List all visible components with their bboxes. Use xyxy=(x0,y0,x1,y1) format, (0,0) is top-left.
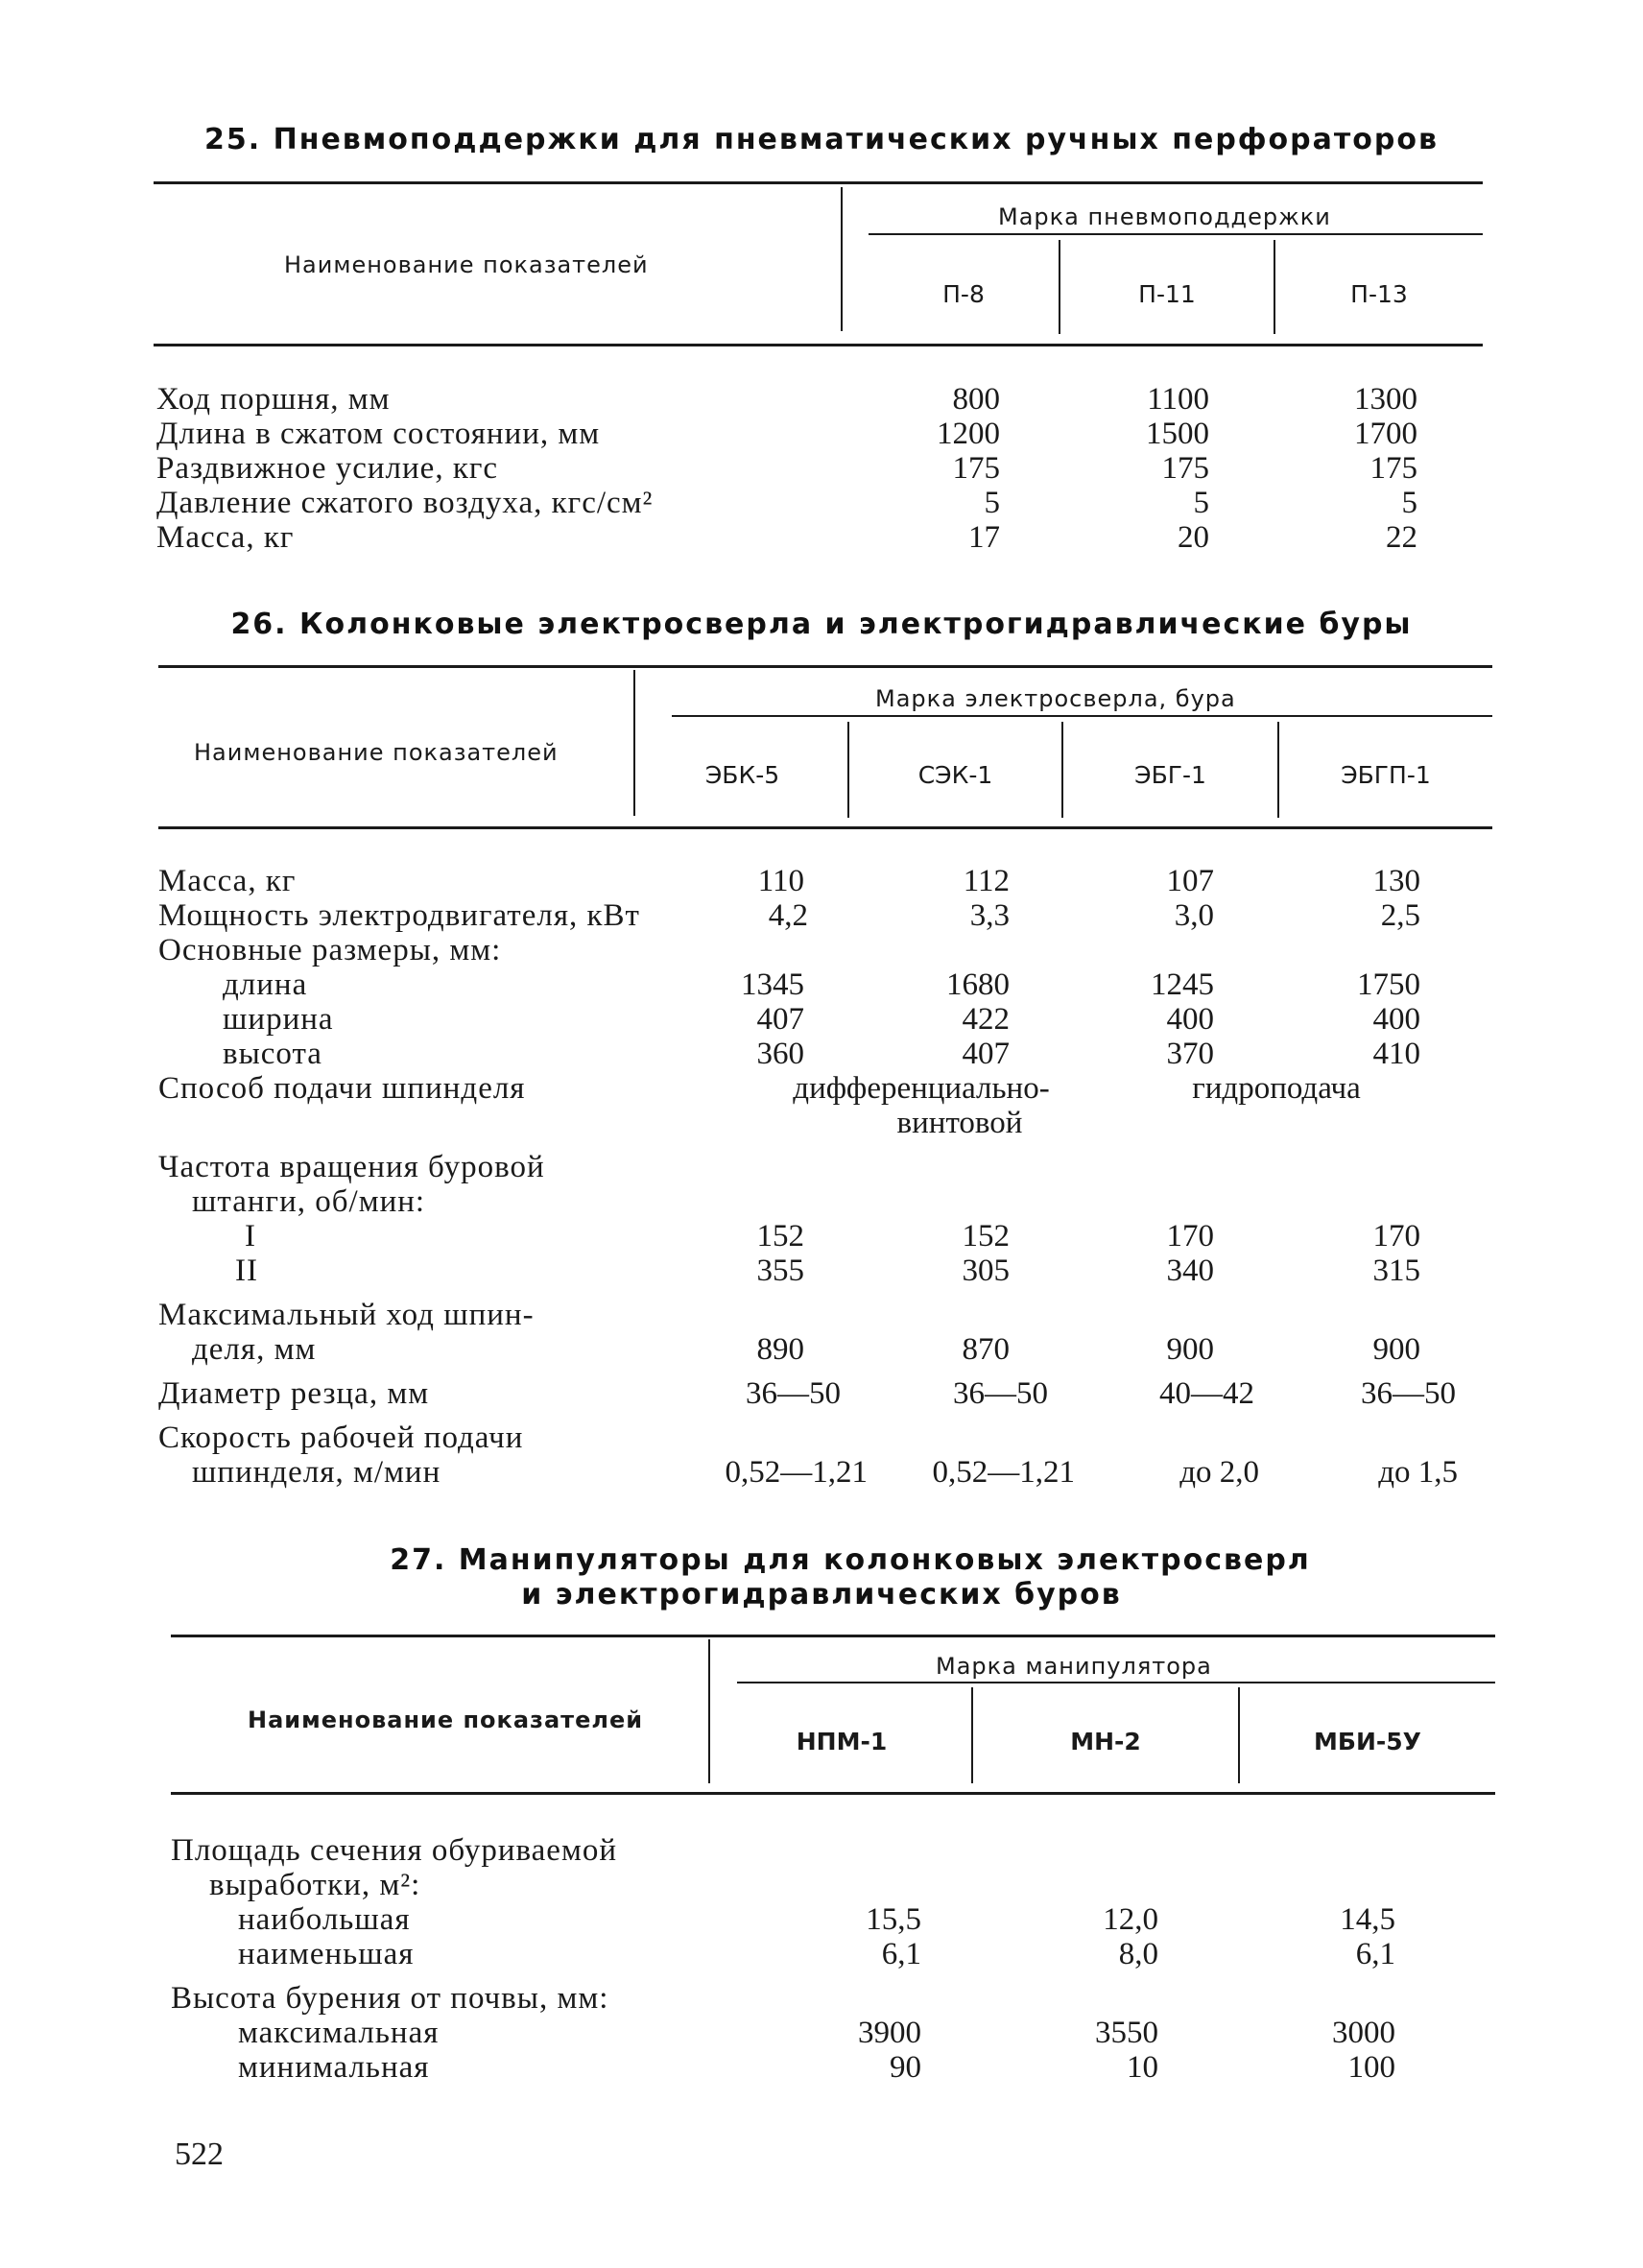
table25-cell: 1100 xyxy=(1147,382,1209,417)
table26-row-label: штанги, об/мин: xyxy=(192,1184,426,1219)
table27-cell: 100 xyxy=(1347,2050,1395,2085)
table25-col-header: П-8 xyxy=(942,280,985,308)
table26-cell: 340 xyxy=(1166,1253,1214,1288)
table25-row-label: Длина в сжатом состоянии, мм xyxy=(156,417,601,451)
table27-cell: 12,0 xyxy=(1103,1902,1158,1937)
table27-row-label: минимальная xyxy=(238,2050,430,2085)
table27-title-line1: 27. Манипуляторы для колонковых электросверл xyxy=(390,1543,1311,1577)
table27-brand-header: Марка манипулятора xyxy=(936,1653,1212,1680)
table26-row-label: II xyxy=(235,1253,258,1288)
table27-row-label: максимальная xyxy=(238,2016,440,2050)
table26-cell: 900 xyxy=(1372,1332,1420,1367)
table25-row-label: Раздвижное усилие, кгс xyxy=(156,451,499,486)
table26-cell: 170 xyxy=(1372,1219,1420,1253)
table25-row-label: Масса, кг xyxy=(156,520,295,555)
table27-row-label: наименьшая xyxy=(238,1937,415,1971)
table26-cell: 1750 xyxy=(1357,967,1420,1002)
table26-cell: 40—42 xyxy=(1159,1376,1254,1411)
table26-span-cell: винтовой xyxy=(896,1106,1023,1140)
table26-cell: 107 xyxy=(1166,864,1214,898)
table26-col-header: СЭК-1 xyxy=(917,761,993,789)
table25-brand-rule xyxy=(869,233,1483,235)
table25-cell: 800 xyxy=(952,382,1000,417)
table25-col-header: П-11 xyxy=(1138,280,1196,308)
table26-title: 26. Колонковые электросверла и электрогидравлические буры xyxy=(230,608,1413,641)
table27-col-header: МБИ-5У xyxy=(1314,1728,1421,1755)
table26-cell: 2,5 xyxy=(1380,898,1420,933)
table26-row-label: Способ подачи шпинделя xyxy=(158,1071,526,1106)
table26-cell: 410 xyxy=(1372,1037,1420,1071)
table25-cell: 1300 xyxy=(1354,382,1417,417)
table26-cell: 422 xyxy=(962,1002,1010,1037)
table27-header-divider xyxy=(708,1639,710,1783)
table26-cell: 36—50 xyxy=(1361,1376,1456,1411)
table25-title: 25. Пневмоподдержки для пневматических ручных перфораторов xyxy=(204,123,1439,156)
table27-cell: 6,1 xyxy=(881,1937,921,1971)
table26-row-label: высота xyxy=(223,1037,322,1071)
table26-row-label: ширина xyxy=(223,1002,334,1037)
table25-cell: 5 xyxy=(1193,486,1209,520)
table25-param-header: Наименование показателей xyxy=(284,251,649,278)
table26-cell: 170 xyxy=(1166,1219,1214,1253)
table26-cell: 3,3 xyxy=(969,898,1010,933)
table26-span-cell: дифференциально- xyxy=(793,1071,1050,1106)
page-number: 522 xyxy=(175,2137,224,2172)
table26-cell: 36—50 xyxy=(746,1376,841,1411)
table27-row-label: Высота бурения от почвы, мм: xyxy=(171,1981,609,2016)
table25-header-divider xyxy=(841,187,843,331)
table26-col-header: ЭБГП-1 xyxy=(1341,761,1431,789)
table26-row-label: Скорость рабочей подачи xyxy=(158,1420,524,1455)
table27-col-header: МН-2 xyxy=(1070,1728,1141,1755)
table26-cell: 315 xyxy=(1372,1253,1420,1288)
table27-param-header: Наименование показателей xyxy=(248,1707,644,1733)
table26-header-bottom-rule xyxy=(158,826,1492,829)
table27-cell: 15,5 xyxy=(866,1902,921,1937)
table26-row-label: Частота вращения буровой xyxy=(158,1150,545,1184)
table27-title-line2: и электрогидравлических буров xyxy=(521,1578,1122,1611)
table25-cell: 175 xyxy=(1369,451,1417,486)
table26-cell: 4,2 xyxy=(768,898,808,933)
table26-header-divider xyxy=(633,670,635,816)
table25-col-header: П-13 xyxy=(1350,280,1408,308)
table26-row-label: Масса, кг xyxy=(158,864,297,898)
table26-param-header: Наименование показателей xyxy=(194,739,559,766)
table27-cell: 3550 xyxy=(1095,2016,1158,2050)
table27-row-label: выработки, м²: xyxy=(209,1868,421,1902)
table27-cell: 3900 xyxy=(858,2016,921,2050)
table26-cell: 900 xyxy=(1166,1332,1214,1367)
table26-cell: 407 xyxy=(756,1002,804,1037)
table27-cell: 6,1 xyxy=(1355,1937,1395,1971)
table25-cell: 1500 xyxy=(1146,417,1209,451)
table26-cell: 130 xyxy=(1372,864,1420,898)
table26-brand-rule xyxy=(672,715,1492,717)
table25-cell: 5 xyxy=(984,486,1000,520)
table26-cell: 152 xyxy=(756,1219,804,1253)
table26-cell: 870 xyxy=(962,1332,1010,1367)
table25-top-rule xyxy=(154,181,1483,184)
table27-row-label: наибольшая xyxy=(238,1902,411,1937)
table27-cell: 8,0 xyxy=(1118,1937,1158,1971)
table26-cell: 370 xyxy=(1166,1037,1214,1071)
table26-span-cell: гидроподача xyxy=(1192,1071,1361,1106)
table27-row-label: Площадь сечения обуриваемой xyxy=(171,1833,617,1868)
table25-cell: 175 xyxy=(1161,451,1209,486)
table25-header-bottom-rule xyxy=(154,344,1483,346)
table26-cell: 407 xyxy=(962,1037,1010,1071)
table25-cell: 17 xyxy=(968,520,1000,555)
table25-cell: 5 xyxy=(1401,486,1417,520)
table25-cell: 175 xyxy=(952,451,1000,486)
table25-row-label: Ход поршня, мм xyxy=(156,382,391,417)
table26-cell: 1345 xyxy=(741,967,804,1002)
table27-brand-rule xyxy=(737,1682,1495,1683)
table27-col-header: НПМ-1 xyxy=(796,1728,888,1755)
table26-row-label: Основные размеры, мм: xyxy=(158,933,502,967)
table26-cell: до 2,0 xyxy=(1179,1455,1259,1490)
table26-cell: 110 xyxy=(757,864,804,898)
table26-row-label: шпинделя, м/мин xyxy=(192,1455,441,1490)
table25-cell: 22 xyxy=(1386,520,1417,555)
table27-cell: 90 xyxy=(890,2050,921,2085)
table26-cell: 400 xyxy=(1372,1002,1420,1037)
table25-cell: 1200 xyxy=(937,417,1000,451)
table26-row-label: Максимальный ход шпин- xyxy=(158,1298,535,1332)
table26-row-label: Диаметр резца, мм xyxy=(158,1376,430,1411)
table26-cell: 1680 xyxy=(946,967,1010,1002)
table26-top-rule xyxy=(158,665,1492,668)
table26-cell: 152 xyxy=(962,1219,1010,1253)
table27-header-bottom-rule xyxy=(171,1792,1495,1795)
table25-brand-header: Марка пневмоподдержки xyxy=(998,203,1331,230)
table26-cell: до 1,5 xyxy=(1378,1455,1458,1490)
table26-cell: 0,52—1,21 xyxy=(725,1455,868,1490)
table26-cell: 360 xyxy=(756,1037,804,1071)
table26-cell: 36—50 xyxy=(953,1376,1048,1411)
table26-cell: 1245 xyxy=(1151,967,1214,1002)
table26-row-label: деля, мм xyxy=(192,1332,317,1367)
table27-cell: 10 xyxy=(1127,2050,1158,2085)
table26-col-header: ЭБГ-1 xyxy=(1134,761,1206,789)
table26-cell: 112 xyxy=(963,864,1010,898)
table25-cell: 20 xyxy=(1178,520,1209,555)
table25-row-label: Давление сжатого воздуха, кгс/см² xyxy=(156,486,654,520)
table26-row-label: длина xyxy=(223,967,308,1002)
table26-brand-header: Марка электросверла, бура xyxy=(875,685,1236,712)
table26-cell: 3,0 xyxy=(1174,898,1214,933)
table26-col-header: ЭБК-5 xyxy=(704,761,780,789)
table26-cell: 0,52—1,21 xyxy=(932,1455,1075,1490)
table25-cell: 1700 xyxy=(1354,417,1417,451)
table26-cell: 400 xyxy=(1166,1002,1214,1037)
table26-cell: 305 xyxy=(962,1253,1010,1288)
table27-top-rule xyxy=(171,1635,1495,1637)
table26-row-label: I xyxy=(245,1219,256,1253)
table27-cell: 14,5 xyxy=(1340,1902,1395,1937)
table26-row-label: Мощность электродвигателя, кВт xyxy=(158,898,640,933)
table27-cell: 3000 xyxy=(1332,2016,1395,2050)
table26-cell: 355 xyxy=(756,1253,804,1288)
table26-cell: 890 xyxy=(756,1332,804,1367)
